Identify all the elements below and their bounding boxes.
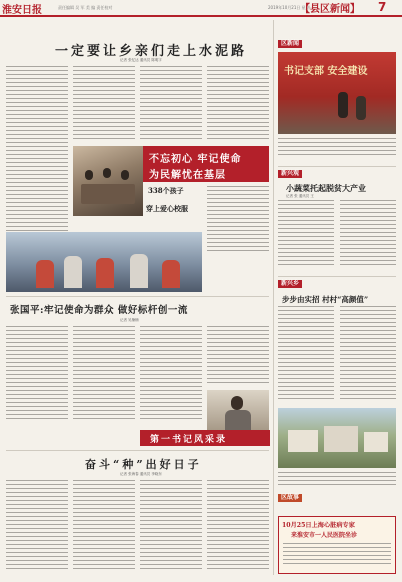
- section-name: 【县区新闻】: [300, 4, 360, 15]
- sidebar-rule-1: [278, 166, 396, 167]
- sidebar-story-1-headline: 小蔬菜托起脱贫大产业: [286, 183, 366, 193]
- sidebar-tag-section2: 新兴观: [278, 170, 302, 178]
- article-3-body-col4: [207, 326, 269, 388]
- article-4-byline: 记者 张海春 通讯员 李晓东: [120, 472, 162, 476]
- banner-line-1: 不忘初心 牢记使命: [149, 154, 242, 165]
- portrait-photo: [207, 390, 269, 430]
- sidebar-story-1-col1: [278, 200, 334, 270]
- campaign-banner: [143, 146, 269, 182]
- sidebar-story-1-byline: 记者 张 通讯员 王: [286, 194, 314, 198]
- article-1-headline: 一定要让乡亲们走上水泥路: [55, 44, 248, 59]
- ad-body: [283, 543, 391, 571]
- article-1-body-col1: [6, 66, 68, 246]
- sidebar-photo-caption: [278, 138, 396, 156]
- series-banner: [140, 430, 270, 446]
- page-header: [0, 0, 402, 17]
- article-1-body-col3: [140, 66, 202, 142]
- children-photo: [6, 232, 202, 292]
- editor-credits: 责任编辑 吴 军 美 编 责任校对: [58, 5, 113, 10]
- sidebar-tag-district: 区新闻: [278, 40, 302, 48]
- article-3-byline: 记者 吴楠楠: [120, 318, 139, 322]
- article-3-body-col2: [73, 326, 135, 422]
- ad-box: [278, 516, 396, 574]
- article-2-subheadline: 穿上爱心校服: [146, 204, 188, 213]
- article-2-body: [207, 186, 269, 254]
- divider-rule-2: [6, 450, 269, 451]
- sign-text: 书记支部 安全建设: [284, 66, 368, 77]
- ad-title: 10月25日上海心脏病专家: [282, 522, 355, 529]
- column-divider: [273, 20, 274, 575]
- article-3-body-col1: [6, 326, 68, 422]
- meeting-photo: [73, 146, 143, 216]
- sidebar-photo-village: [278, 408, 396, 468]
- series-banner-label: 第一书记风采录: [150, 435, 228, 445]
- sidebar-photo-2-caption: [278, 472, 396, 490]
- newspaper-logo: 淮安日报: [2, 5, 42, 16]
- issue-date: 2019年10月21日 星期一: [268, 5, 314, 10]
- divider-rule-1: [6, 296, 269, 297]
- sidebar-story-1-col2: [340, 200, 396, 270]
- sidebar-tag-section3: 新兴乡: [278, 280, 302, 288]
- article-4-body-col2: [73, 480, 135, 572]
- article-2-headline: 338个孩子: [148, 186, 184, 195]
- sidebar-tag-news: 区故事: [278, 494, 302, 502]
- sidebar-story-2-headline: 步步由实招 村村“高颜值”: [282, 295, 369, 304]
- article-3-body-col3: [140, 326, 202, 422]
- article-4-headline: 奋斗“种”出好日子: [85, 458, 202, 471]
- sidebar-story-2-col2: [340, 306, 396, 402]
- article-3-headline: 张国平:牢记使命为群众 做好标杆创一流: [10, 305, 188, 316]
- article-4-body-col4: [207, 480, 269, 572]
- article-4-body-col3: [140, 480, 202, 572]
- banner-line-2: 为民解忧在基层: [149, 170, 226, 181]
- sidebar-story-2-col1: [278, 306, 334, 402]
- article-1-byline: 记者 张忆达 通讯员 陈明宇: [120, 58, 162, 62]
- article-1-body-col4: [207, 66, 269, 142]
- article-4-body-col1: [6, 480, 68, 572]
- article-1-body-col2: [73, 66, 135, 142]
- page-number: 7: [378, 0, 387, 14]
- sidebar-rule-2: [278, 276, 396, 277]
- ad-subtitle: 来淮安市一人民医院坐诊: [291, 532, 358, 539]
- sidebar-photo-sign: [278, 52, 396, 134]
